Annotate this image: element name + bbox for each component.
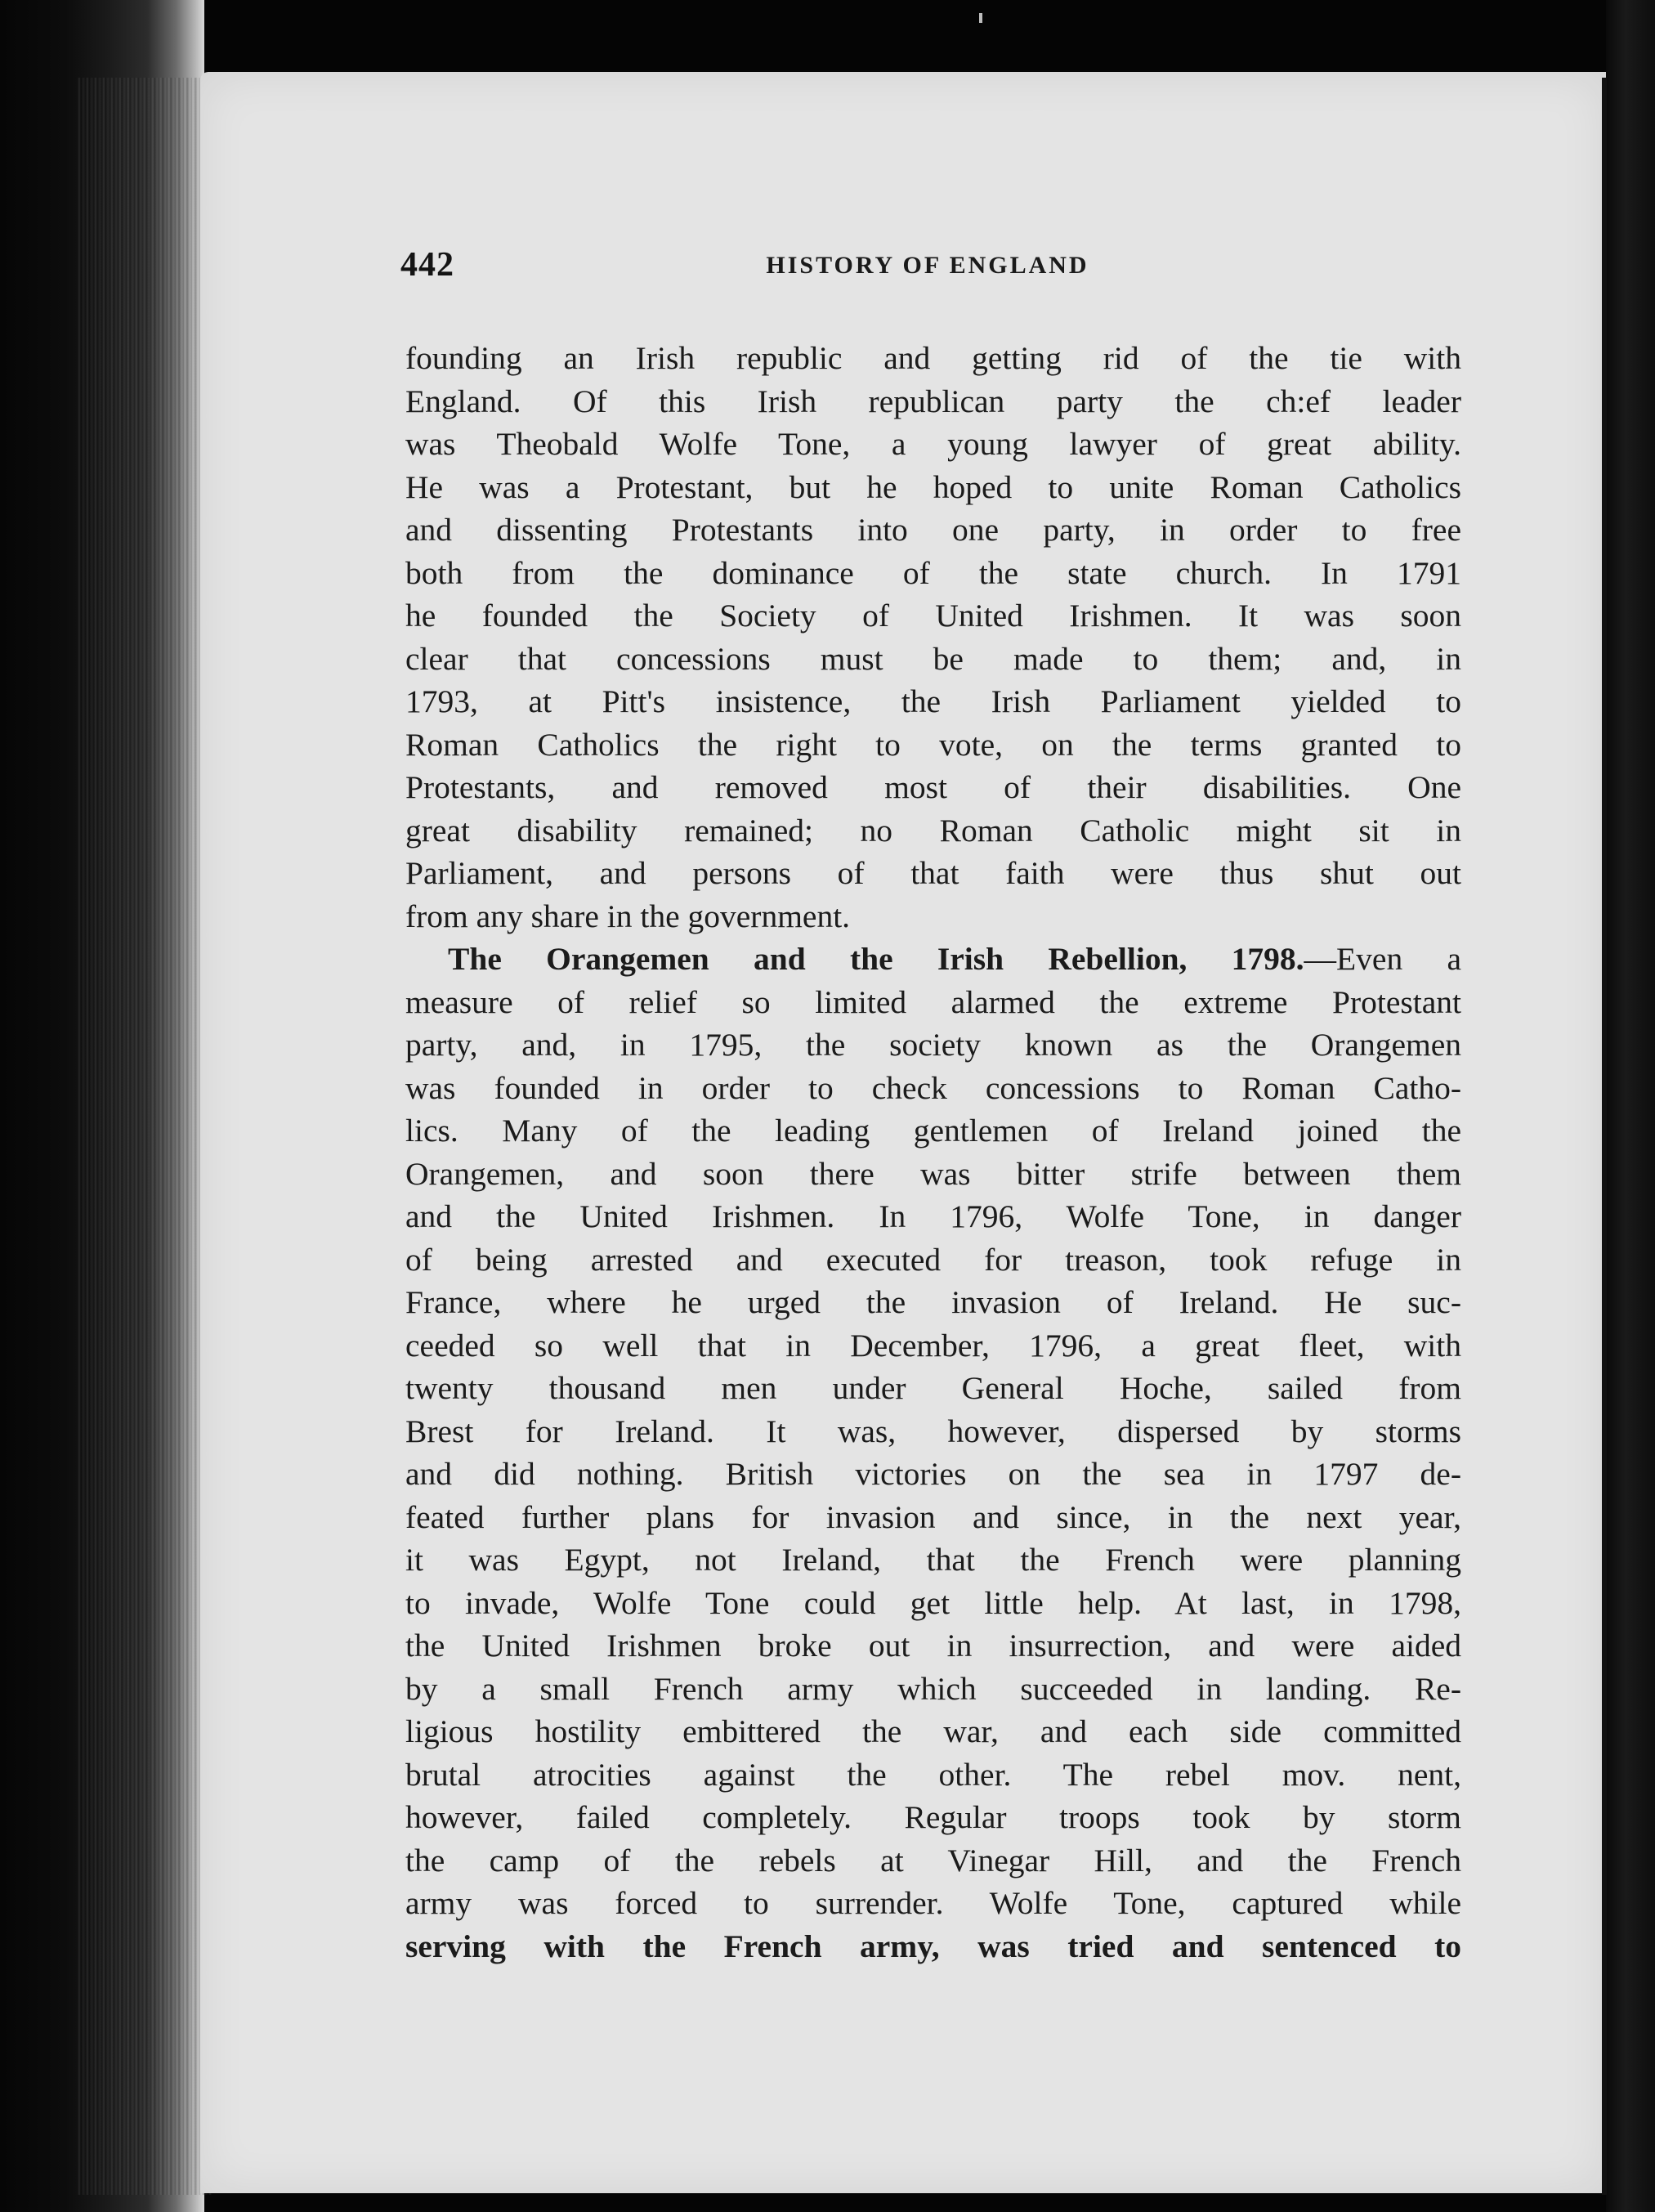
- text-line: He was a Protestant, but he hoped to unite Roman Catholics: [405, 468, 1461, 505]
- text-line: 1793, at Pitt's insistence, the Irish Parliament yielded to: [405, 683, 1461, 719]
- line-text: —Even a: [1304, 941, 1461, 977]
- text-line: however, failed completely. Regular troops took by storm: [405, 1799, 1461, 1835]
- text-line: he founded the Society of United Irishmen. It was soon: [405, 598, 1461, 634]
- text-line: the United Irishmen broke out in insurrection, and were aided: [405, 1628, 1461, 1663]
- page-edges: [78, 78, 212, 2195]
- text-line: was Theobald Wolfe Tone, a young lawyer of great ability.: [405, 426, 1461, 462]
- text-line: founding an Irish republic and getting rid of the tie with: [405, 340, 1461, 376]
- text-line: Protestants, and removed most of their disabilities. One: [405, 769, 1461, 805]
- text-line: twenty thousand men under General Hoche, sailed from: [405, 1370, 1461, 1406]
- text-line: serving with the French army, was tried and sentenced to: [405, 1928, 1461, 1964]
- text-line: Roman Catholics the right to vote, on the terms granted to: [405, 726, 1461, 763]
- body-text: [405, 337, 1461, 1968]
- text-line: party, and, in 1795, the society known as the Orangemen: [405, 1027, 1461, 1063]
- running-head: HISTORY OF ENGLAND: [766, 252, 1089, 279]
- text-line: and did nothing. British victories on the sea in 1797 de-: [405, 1456, 1461, 1492]
- text-line: measure of relief so limited alarmed the extreme Protestant: [405, 983, 1461, 1020]
- text-line: the camp of the rebels at Vinegar Hill, and the French: [405, 1842, 1461, 1878]
- text-line: Brest for Ireland. It was, however, dispersed by storms: [405, 1413, 1461, 1449]
- text-line: it was Egypt, not Ireland, that the French were planning: [405, 1542, 1461, 1578]
- text-line: to invade, Wolfe Tone could get little help. At last, in 1798,: [405, 1584, 1461, 1621]
- page-right-edge: [1602, 78, 1607, 2195]
- text-line: [405, 938, 1461, 981]
- text-line: was founded in order to check concessions to Roman Catho-: [405, 1069, 1461, 1106]
- text-line: brutal atrocities against the other. The rebel mov. nent,: [405, 1756, 1461, 1793]
- text-line: ligious hostility embittered the war, and each side committed: [405, 1713, 1461, 1749]
- text-line: ceeded so well that in December, 1796, a great fleet, with: [405, 1327, 1461, 1363]
- text-line: Parliament, and persons of that faith were thus shut out: [405, 855, 1461, 891]
- text-line: of being arrested and executed for treason, took refuge in: [405, 1241, 1461, 1278]
- text-line: both from the dominance of the state church. In 1791: [405, 554, 1461, 591]
- text-line: from any share in the government.: [405, 898, 851, 934]
- text-line: great disability remained; no Roman Catholic might sit in: [405, 812, 1461, 849]
- scan-mark: [979, 13, 982, 23]
- text-line: and the United Irishmen. In 1796, Wolfe Tone, in danger: [405, 1198, 1461, 1234]
- text-line: lics. Many of the leading gentlemen of Ireland joined the: [405, 1113, 1461, 1149]
- text-line: England. Of this Irish republican party the ch:ef leader: [405, 383, 1461, 419]
- section-heading: The Orangemen and the Irish Rebellion, 1798.: [448, 941, 1304, 977]
- text-line: and dissenting Protestants into one party, in order to free: [405, 512, 1461, 548]
- text-line: France, where he urged the invasion of Ireland. He suc-: [405, 1284, 1461, 1320]
- text-line: Orangemen, and soon there was bitter strife between them: [405, 1155, 1461, 1192]
- text-line: army was forced to surrender. Wolfe Tone, captured while: [405, 1885, 1461, 1921]
- right-gutter: [1606, 0, 1655, 2212]
- text-line: by a small French army which succeeded in landing. Re-: [405, 1670, 1461, 1707]
- text-line: feated further plans for invasion and since, in the next year,: [405, 1498, 1461, 1535]
- page-number: 442: [400, 246, 454, 284]
- page-header: [400, 245, 1455, 294]
- text-line: clear that concessions must be made to them; and, in: [405, 640, 1461, 677]
